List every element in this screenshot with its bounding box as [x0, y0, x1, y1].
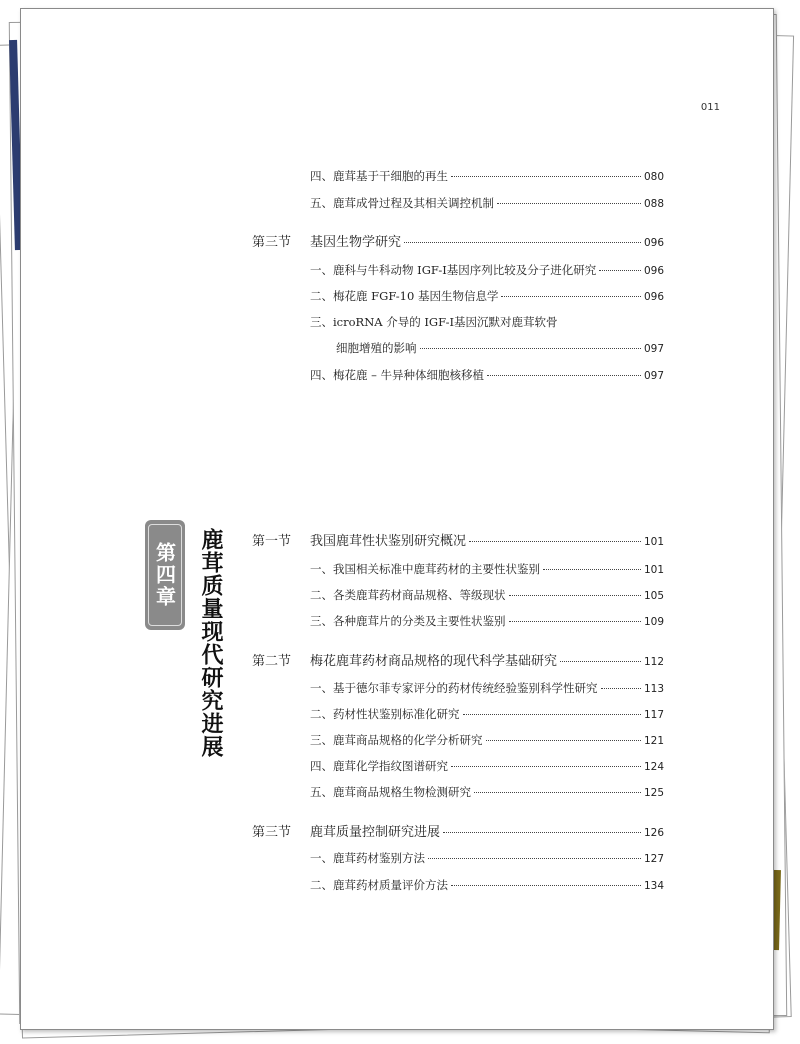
page-number: 011 [700, 102, 720, 113]
entry-page-number: 112 [643, 656, 664, 668]
entry-page-number: 126 [643, 827, 664, 839]
entry-page-number: 125 [643, 787, 664, 799]
dot-leader [509, 595, 641, 596]
dot-leader [451, 176, 641, 177]
entry-page-number: 127 [643, 853, 664, 865]
dot-leader [486, 740, 641, 741]
entry-page-number: 088 [643, 198, 664, 210]
toc-entry [310, 850, 664, 866]
toc-entry [310, 732, 664, 748]
entry-title: 四、梅花鹿 – 牛异种体细胞核移植 [310, 368, 485, 382]
entry-title: 二、各类鹿茸药材商品规格、等级现状 [310, 588, 506, 602]
toc-entry [310, 784, 664, 800]
entry-title: 一、基于德尔菲专家评分的药材传统经验鉴别科学性研究 [310, 681, 598, 695]
entry-page-number: 097 [643, 343, 664, 355]
entry-title: 三、鹿茸商品规格的化学分析研究 [310, 733, 483, 747]
entry-title: 梅花鹿茸药材商品规格的现代科学基础研究 [310, 654, 558, 669]
dot-leader [509, 621, 641, 622]
section-label: 第三节 [252, 235, 292, 250]
entry-title: 细胞增殖的影响 [336, 341, 417, 355]
entry-title: 一、我国相关标准中鹿茸药材的主要性状鉴别 [310, 562, 540, 576]
toc-entry [310, 288, 664, 304]
toc-entry [310, 706, 664, 722]
dot-leader [404, 242, 641, 243]
dot-leader [487, 375, 641, 376]
entry-title: 四、鹿茸化学指纹图谱研究 [310, 759, 448, 773]
entry-page-number: 117 [643, 709, 664, 721]
dot-leader [428, 858, 641, 859]
dot-leader [601, 688, 641, 689]
entry-title: 二、药材性状鉴别标准化研究 [310, 707, 460, 721]
entry-page-number: 101 [643, 564, 664, 576]
toc-entry [310, 877, 664, 893]
toc-entry [310, 613, 664, 629]
entry-page-number: 096 [643, 237, 664, 249]
dot-leader [463, 714, 641, 715]
toc-entry [310, 680, 664, 696]
dot-leader [599, 270, 641, 271]
entry-page-number: 101 [643, 536, 664, 548]
entry-page-number: 124 [643, 761, 664, 773]
toc-section-entry [252, 821, 664, 840]
dot-leader [497, 203, 641, 204]
toc-entry [310, 561, 664, 577]
section-label: 第一节 [252, 534, 292, 549]
entry-title: 我国鹿茸性状鉴别研究概况 [310, 534, 467, 549]
entry-page-number: 096 [643, 265, 664, 277]
toc-entry [310, 758, 664, 774]
entry-title: 基因生物学研究 [310, 235, 402, 250]
dot-leader [451, 766, 641, 767]
toc-entry [310, 195, 664, 211]
toc-entry [310, 314, 664, 330]
toc-entry [310, 367, 664, 383]
entry-title: 二、鹿茸药材质量评价方法 [310, 878, 448, 892]
entry-title: 鹿茸质量控制研究进展 [310, 825, 441, 840]
entry-page-number: 121 [643, 735, 664, 747]
entry-page-number: 134 [643, 880, 664, 892]
entry-page-number: 097 [643, 370, 664, 382]
dot-leader [501, 296, 640, 297]
dot-leader [560, 661, 641, 662]
entry-title: 五、鹿茸成骨过程及其相关调控机制 [310, 196, 494, 210]
dot-leader [443, 832, 641, 833]
dot-leader [451, 885, 641, 886]
entry-title: 三、icroRNA 介导的 IGF-Ⅰ基因沉默对鹿茸软骨 [310, 315, 558, 329]
dot-leader [420, 348, 641, 349]
section-label: 第二节 [252, 654, 292, 669]
chapter-label-box [145, 520, 185, 630]
toc-section-entry [252, 530, 664, 549]
section-label: 第三节 [252, 825, 292, 840]
entry-page-number: 113 [643, 683, 664, 695]
entry-title: 一、鹿茸药材鉴别方法 [310, 851, 425, 865]
entry-title: 五、鹿茸商品规格生物检测研究 [310, 785, 471, 799]
toc-entry [310, 587, 664, 603]
toc-entry [336, 340, 664, 356]
chapter-label: 第四章 [148, 524, 182, 626]
entry-title: 四、鹿茸基于干细胞的再生 [310, 169, 448, 183]
entry-page-number: 080 [643, 171, 664, 183]
entry-title: 二、梅花鹿 FGF-10 基因生物信息学 [310, 289, 499, 303]
entry-page-number: 109 [643, 616, 664, 628]
entry-title: 三、各种鹿茸片的分类及主要性状鉴别 [310, 614, 506, 628]
toc-section-entry [252, 231, 664, 250]
toc-entry [310, 168, 664, 184]
entry-page-number: 105 [643, 590, 664, 602]
dot-leader [469, 541, 641, 542]
entry-page-number: 096 [643, 291, 664, 303]
dot-leader [543, 569, 641, 570]
dot-leader [474, 792, 641, 793]
toc-entry [310, 262, 664, 278]
entry-title: 一、鹿科与牛科动物 IGF-Ⅰ基因序列比较及分子进化研究 [310, 263, 597, 277]
toc-section-entry [252, 650, 664, 669]
chapter-title: 鹿茸质量现代研究进展 [198, 528, 224, 758]
